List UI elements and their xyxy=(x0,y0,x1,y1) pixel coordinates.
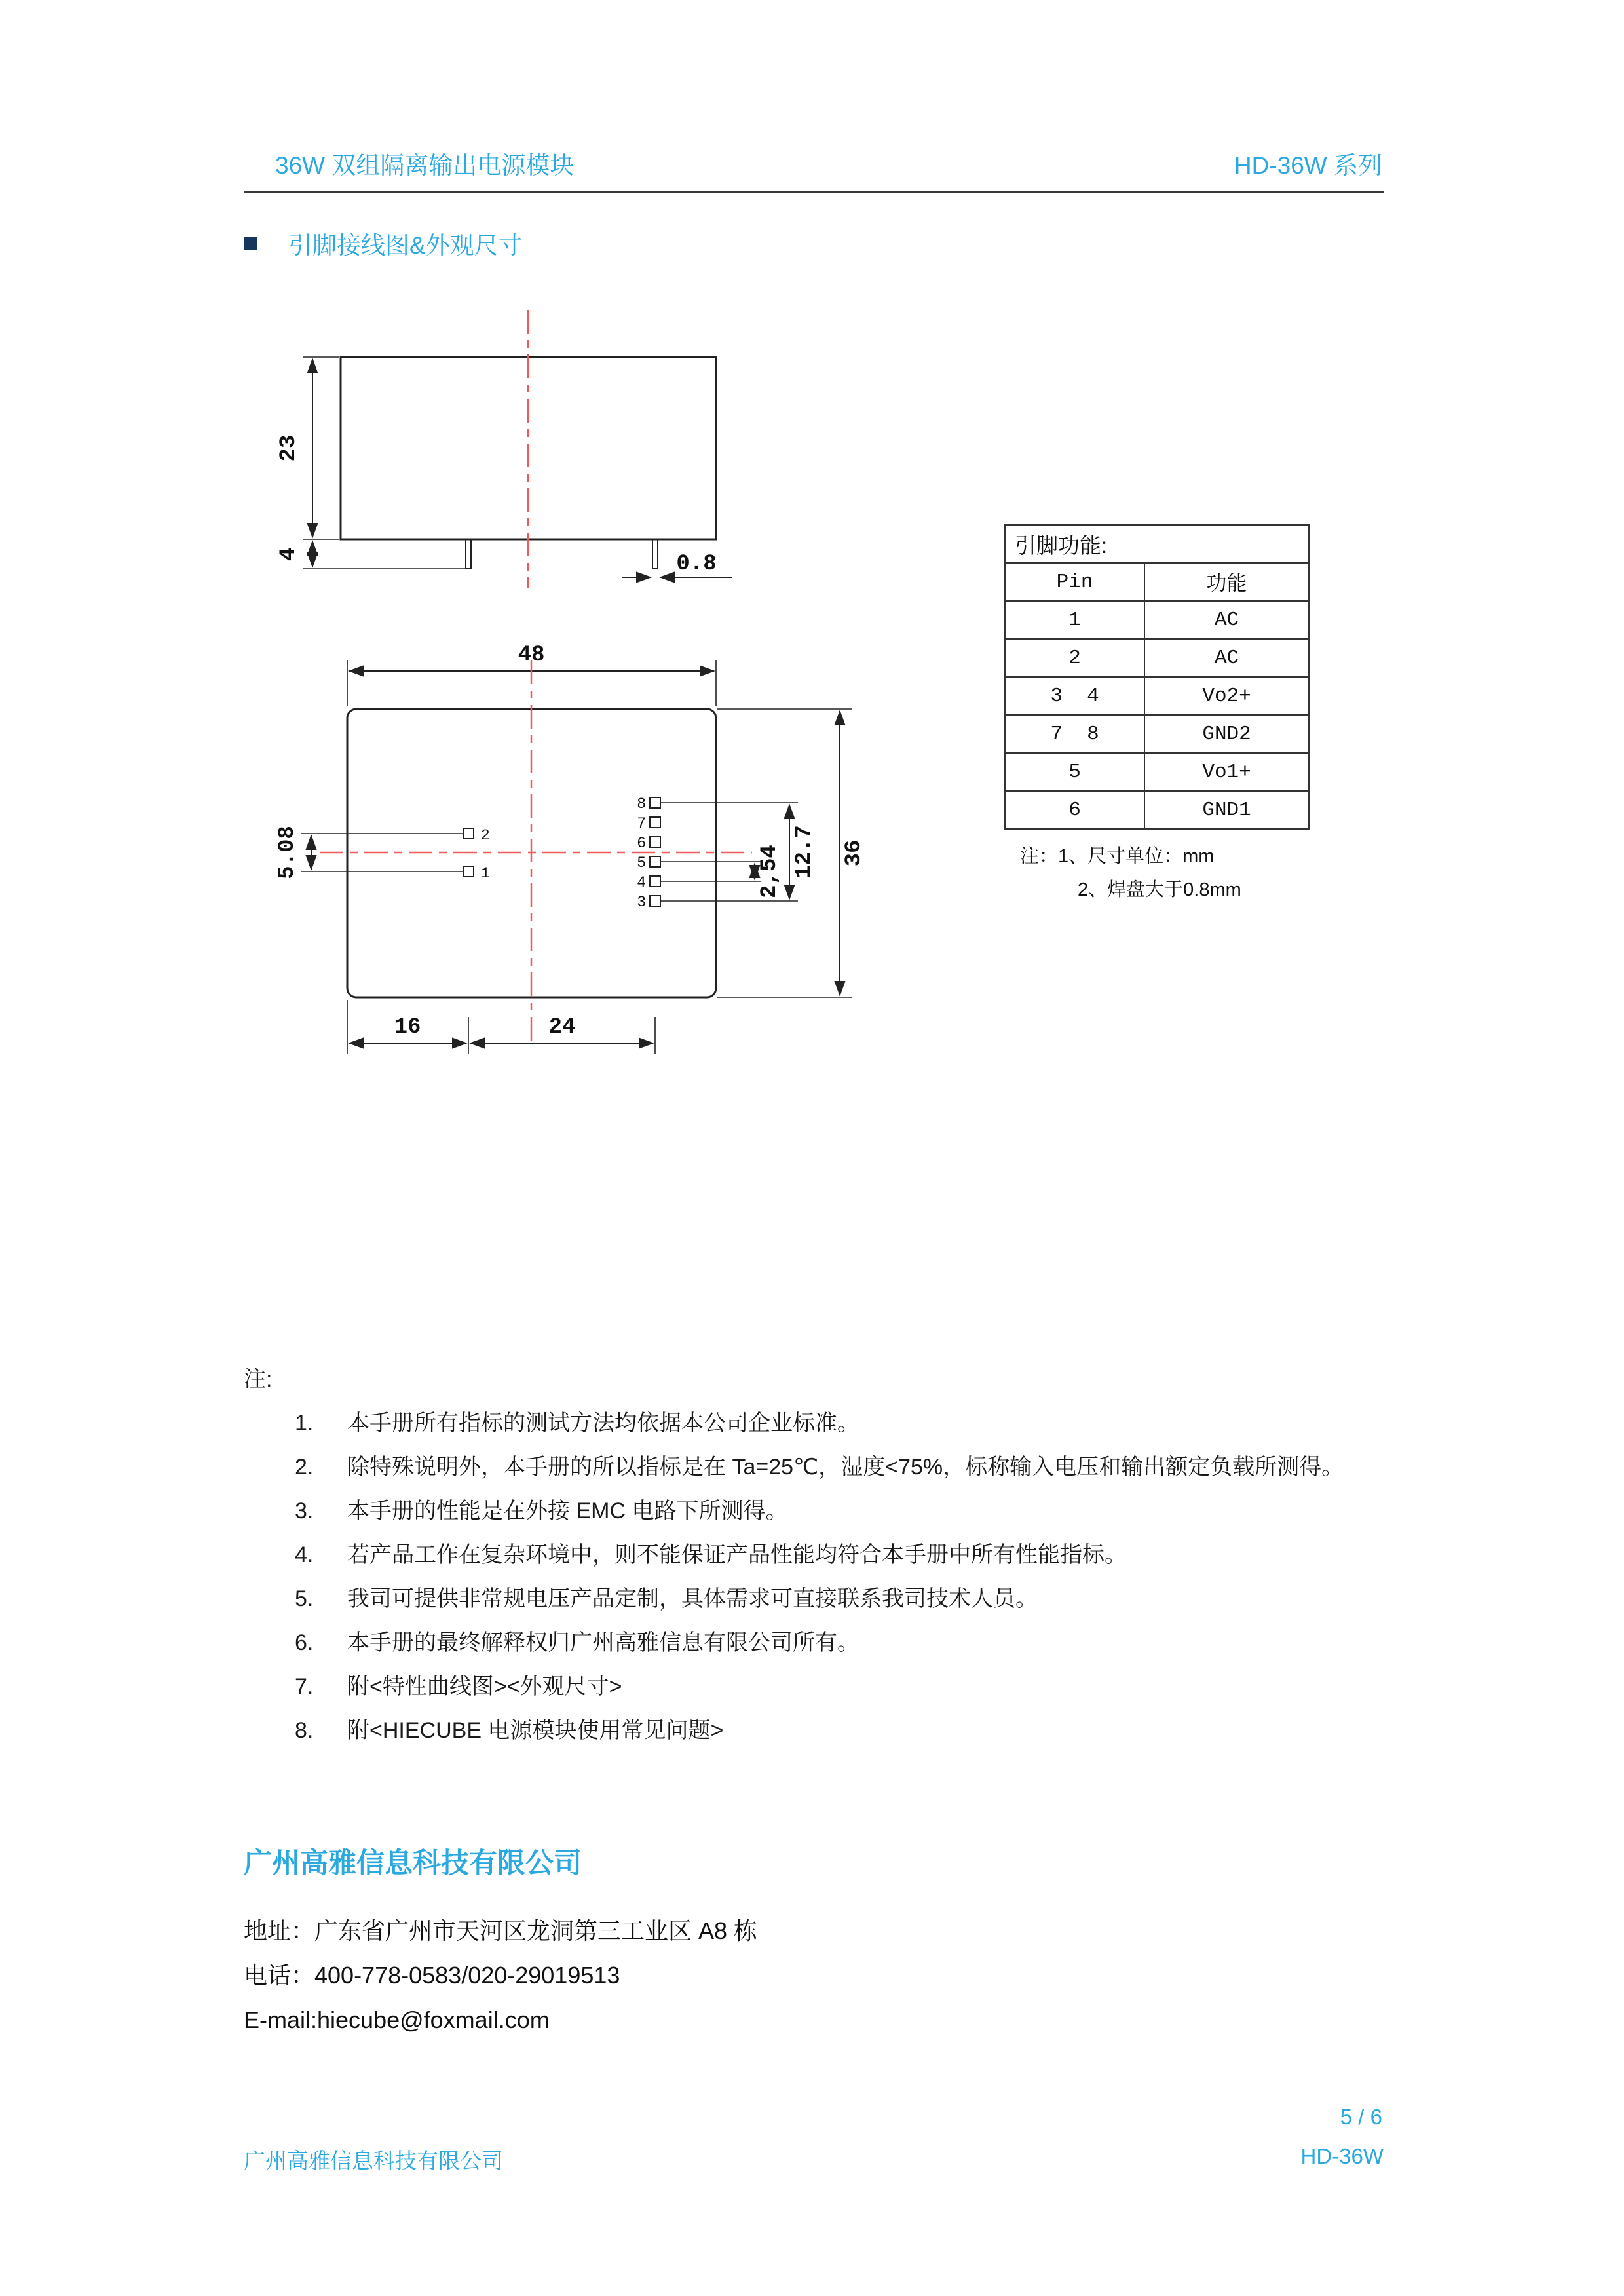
bottom-view xyxy=(275,643,867,1054)
func-cell: AC xyxy=(1144,601,1309,639)
section-title: 引脚接线图&外观尺寸 xyxy=(288,232,523,259)
left-pin-pads xyxy=(301,827,490,882)
note-number: 3. xyxy=(295,1499,314,1523)
pin-cell: 5 xyxy=(1005,753,1144,791)
table-note-units: 注：1、尺寸单位：mm xyxy=(1020,846,1215,867)
mechanical-drawing xyxy=(275,301,917,1075)
pin-cell: 1 xyxy=(1005,601,1144,639)
header-series-title: HD-36W 系列 xyxy=(1234,152,1382,179)
table-row xyxy=(1005,601,1309,639)
note-number: 5. xyxy=(295,1586,314,1611)
func-cell: Vo1+ xyxy=(1144,753,1309,791)
company-address: 地址：广东省广州市天河区龙洞第三工业区 A8 栋 xyxy=(244,1917,758,1944)
dim-pin-length: 4 xyxy=(276,547,301,562)
note-number: 4. xyxy=(295,1542,314,1567)
pin-label: 3 xyxy=(637,894,646,911)
pin-function-table xyxy=(1004,524,1310,830)
pin-cell: 3 4 xyxy=(1005,677,1144,715)
side-view xyxy=(276,310,732,588)
pin-cell: 6 xyxy=(1005,791,1144,829)
company-name: 广州高雅信息科技有限公司 xyxy=(244,1848,582,1879)
note-text: 附<HIECUBE 电源模块使用常见问题> xyxy=(347,1718,724,1743)
note-text: 本手册的性能是在外接 EMC 电路下所测得。 xyxy=(347,1499,788,1523)
footer-series: HD-36W xyxy=(1300,2144,1384,2168)
side-pin-left xyxy=(466,539,471,569)
note-text: 若产品工作在复杂环境中，则不能保证产品性能均符合本手册中所有性能指标。 xyxy=(347,1542,1127,1567)
notes-section xyxy=(244,1358,1389,1753)
func-cell: AC xyxy=(1144,639,1309,677)
note-number: 7. xyxy=(295,1674,314,1699)
func-cell: GND1 xyxy=(1144,791,1309,829)
pin-cell: 7 8 xyxy=(1005,715,1144,753)
note-item xyxy=(244,1709,1389,1753)
header-product-title: 36W 双组隔离输出电源模块 xyxy=(275,152,575,179)
pin-label: 7 xyxy=(637,815,646,832)
pin-cell: 2 xyxy=(1005,639,1144,677)
note-text: 本手册所有指标的测试方法均依据本公司企业标准。 xyxy=(347,1411,859,1436)
pin-label: 1 xyxy=(481,865,490,882)
func-cell: Vo2+ xyxy=(1144,677,1309,715)
pin-label: 2 xyxy=(481,827,490,844)
note-text: 除特殊说明外，本手册的所以指标是在 Ta=25℃，湿度<75%，标称输入电压和输出额定负载所测得。 xyxy=(347,1455,1344,1480)
pin-table-title: 引脚功能: xyxy=(1005,525,1309,563)
pin-label: 8 xyxy=(637,795,646,813)
note-item xyxy=(244,1445,1389,1489)
note-text: 我司可提供非常规电压产品定制，具体需求可直接联系我司技术人员。 xyxy=(347,1586,1038,1611)
pin-label: 5 xyxy=(637,854,646,871)
table-note-pad: 2、焊盘大于0.8mm xyxy=(1078,879,1241,900)
note-item xyxy=(244,1665,1389,1709)
note-text: 附<特性曲线图><外观尺寸> xyxy=(347,1674,622,1699)
pin-function-panel xyxy=(1004,524,1310,902)
footer-company: 广州高雅信息科技有限公司 xyxy=(244,2149,503,2173)
dim-body-width: 48 xyxy=(518,643,545,668)
header-divider xyxy=(244,191,1384,193)
company-phone: 电话：400-778-0583/020-29019513 xyxy=(244,1962,620,1989)
note-item xyxy=(244,1489,1389,1533)
notes-label: 注: xyxy=(244,1367,273,1392)
dim-pin-width: 0.8 xyxy=(676,552,717,577)
section-heading xyxy=(244,225,523,261)
right-pin-pads xyxy=(637,795,798,911)
table-row xyxy=(1005,715,1309,753)
note-text: 本手册的最终解释权归广州高雅信息有限公司所有。 xyxy=(347,1630,859,1655)
note-item xyxy=(244,1621,1389,1665)
dim-pin-pitch: 2,54 xyxy=(757,845,782,898)
note-number: 1. xyxy=(295,1411,314,1436)
dim-pin-col-spacing: 24 xyxy=(548,1015,576,1040)
table-row xyxy=(1005,753,1309,791)
note-number: 2. xyxy=(295,1455,314,1480)
note-item xyxy=(244,1402,1389,1445)
table-row xyxy=(1005,677,1309,715)
company-section xyxy=(244,1841,1384,2042)
note-item xyxy=(244,1533,1389,1577)
section-bullet-icon xyxy=(244,237,257,250)
pin-table-col-pin: Pin xyxy=(1005,563,1144,601)
func-cell: GND2 xyxy=(1144,715,1309,753)
pin-table-col-func: 功能 xyxy=(1144,563,1309,601)
note-number: 8. xyxy=(295,1718,314,1743)
footer-page-number: 5 / 6 xyxy=(1340,2105,1382,2129)
note-item xyxy=(244,1577,1389,1621)
footer xyxy=(244,2144,1384,2175)
dim-pin-row-span: 12.7 xyxy=(792,825,817,879)
company-email: E-mail:hiecube@foxmail.com xyxy=(244,2006,550,2033)
dim-left-offset: 16 xyxy=(394,1015,421,1040)
side-pin-right xyxy=(652,539,658,569)
dim-body-height-front: 36 xyxy=(842,839,867,867)
note-number: 6. xyxy=(295,1630,314,1655)
pin-label: 6 xyxy=(637,835,646,852)
table-row xyxy=(1005,791,1309,829)
pin-label: 4 xyxy=(637,874,646,891)
dim-body-height-side: 23 xyxy=(276,434,301,462)
table-row xyxy=(1005,639,1309,677)
dim-left-pin-pitch: 5.08 xyxy=(275,826,300,879)
